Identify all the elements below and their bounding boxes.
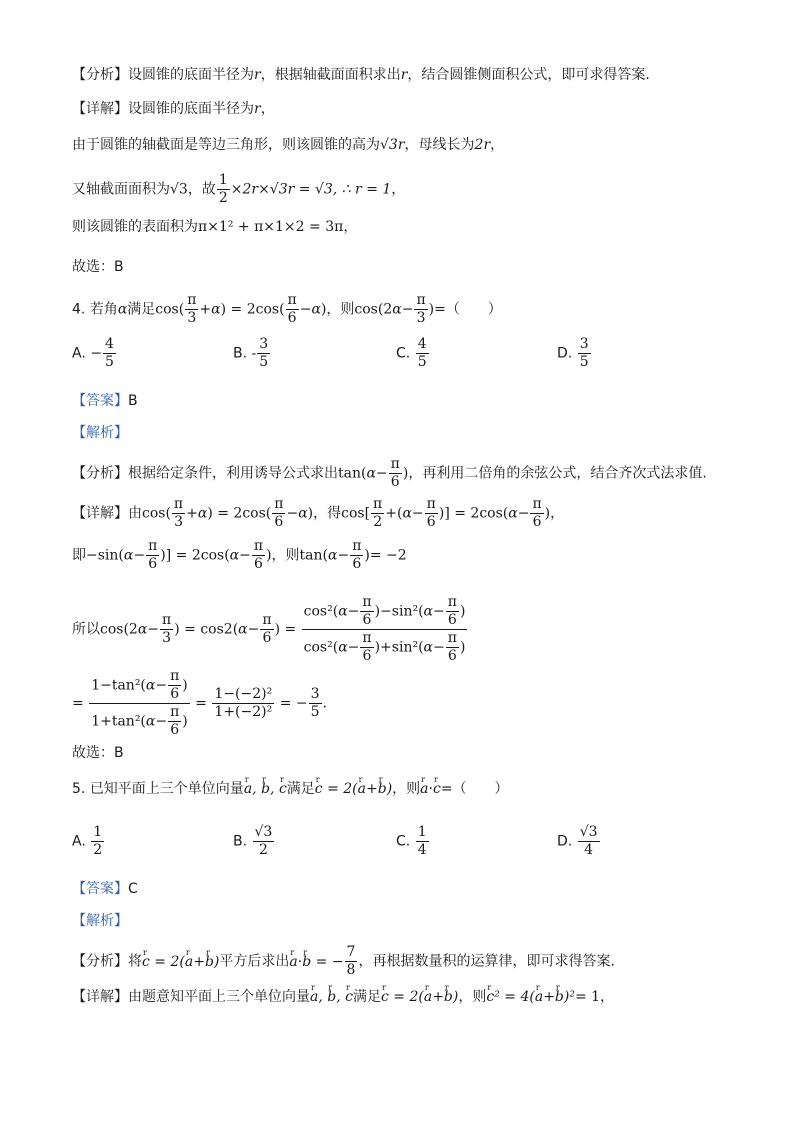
q5-analysis: 【分析】将r c = 2(r a+r b)平方后求出r a·r b = − $\frac{7}{8}$ ，再根据数量积的运算律，即可求得答案. (72, 944, 615, 979)
q4-detail-1: 【详解】由cos( $\frac{\pi}{3}$ +α) = 2cos( $\frac{\pi}{6}$ −α)，得cos[ $\frac{\pi}{2}$ +(α− $\frac{\pi}{6}$ )] = 2cos(α− $\frac{\pi}{6}$ )， (72, 496, 565, 530)
q5-option-b[interactable]: B. $\frac{√3}{2}$ (233, 824, 273, 858)
q5-option-c[interactable]: C. $\frac{1}{4}$ (396, 824, 427, 858)
q5-option-d[interactable]: D. $\frac{√3}{4}$ (557, 824, 598, 858)
q4-detail-3: 所以cos(2α− $\frac{\pi}{3}$ ) = cos2(α− $\frac{\pi}{6}$ ) = cos²(α− $\frac{\pi}{6}$ )−sin²(α− $\frac{\pi}{6}$ ) cos²(α− $\frac{\pi}{6}$ )+sin²(α− $\frac{\pi}{6}$ ) (72, 594, 466, 664)
choose-line-1: 故选：B (72, 259, 124, 275)
q4-jiexi-tag: 【解析】 (72, 425, 128, 441)
question-5-stem: 5. 已知平面上三个单位向量r a, r b, r c满足r c = 2(r a+r b)，则r a·r c=（ ） (72, 780, 509, 798)
analysis-tag: 【分析】 (72, 67, 128, 83)
q4-option-a[interactable]: A. − $\frac{4}{5}$ (72, 336, 114, 370)
fraction-half: $\frac{1}{2}$ (218, 172, 228, 206)
q5-jiexi-tag: 【解析】 (72, 913, 128, 929)
q5-option-a[interactable]: A. $\frac{1}{2}$ (72, 824, 103, 858)
q4-answer: 【答案】B (72, 393, 138, 409)
detail-line-2: 由于圆锥的轴截面是等边三角形，则该圆锥的高为√3r，母线长为2r， (72, 137, 505, 153)
detail-tag: 【详解】 (72, 101, 128, 117)
q4-option-c[interactable]: C. $\frac{4}{5}$ (396, 336, 427, 370)
question-4-stem: 4. 若角α满足cos( $\frac{\pi}{3}$ +α) = 2cos( $\frac{\pi}{6}$ −α)，则cos(2α− $\frac{\pi}{3}$ )=（ ） (72, 292, 502, 326)
q5-answer: 【答案】C (72, 881, 138, 897)
detail-line-4: 则该圆锥的表面积为π×1² + π×1×2 = 3π， (72, 219, 358, 235)
q5-detail: 【详解】由题意知平面上三个单位向量r a, r b, r c满足r c = 2(r a+r b)，则r c² = 4(r a+r b)²= 1， (72, 988, 614, 1006)
q4-analysis: 【分析】根据给定条件，利用诱导公式求出tan(α− $\frac{\pi}{6}$ )，再利用二倍角的余弦公式，结合齐次式法求值. (72, 456, 707, 490)
q4-detail-4: = 1−tan²(α− $\frac{\pi}{6}$ ) 1+tan²(α− $\frac{\pi}{6}$ ) = $\frac{\text{1−(−2)²}}{\text{1+(−2)²}}$ = − $\frac{3}{5}$ . (72, 668, 327, 738)
q4-option-d[interactable]: D. $\frac{3}{5}$ (557, 336, 589, 370)
choose-line-2: 故选：B (72, 745, 124, 761)
detail-line-3: 又轴截面面积为√3，故 $\frac{1}{2}$ ×2r×√3r = √3, ∴ r = 1， (72, 172, 406, 206)
analysis-line-1: 【分析】设圆锥的底面半径为r，根据轴截面面积求出r，结合圆锥侧面积公式，即可求得答案. (72, 67, 650, 83)
q4-detail-2: 即−sin(α− $\frac{\pi}{6}$ )] = 2cos(α− $\frac{\pi}{6}$ )，则tan(α− $\frac{\pi}{6}$ )= −2 (72, 538, 407, 572)
q4-option-b[interactable]: B. - $\frac{3}{5}$ (233, 336, 269, 370)
detail-line-1: 【详解】设圆锥的底面半径为r， (72, 101, 275, 117)
big-fraction-1: cos²(α− $\frac{\pi}{6}$ )−sin²(α− $\frac{\pi}{6}$ ) cos²(α− $\frac{\pi}{6}$ )+sin²(α− $\frac{\pi}{6}$ ) (303, 594, 466, 664)
